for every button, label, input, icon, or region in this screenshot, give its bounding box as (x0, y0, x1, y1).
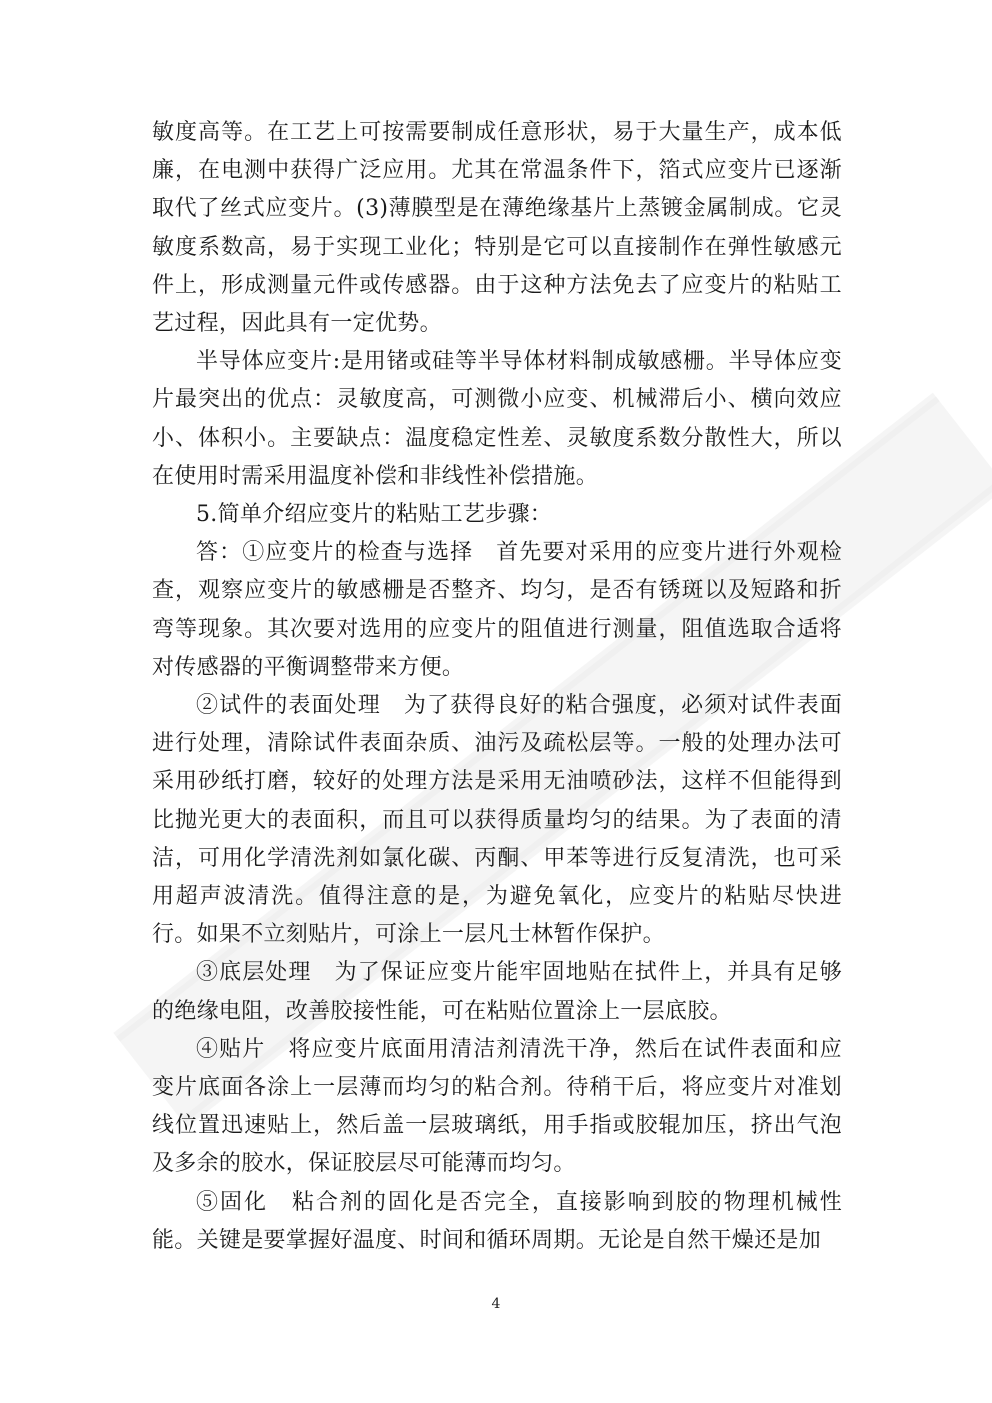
paragraph-4: 答：①应变片的检查与选择 首先要对采用的应变片进行外观检查，观察应变片的敏感栅是否整齐、均匀，是否有锈斑以及短路和折弯等现象。其次要对选用的应变片的阻值进行测量，阻值选取合适将对传感器的平衡调整带来方便。 (152, 540, 842, 680)
paragraph-2: 半导体应变片:是用锗或硅等半导体材料制成敏感栅。半导体应变片最突出的优点：灵敏度高，可测微小应变、机械滞后小、横向效应小、体积小。主要缺点：温度稳定性差、灵敏度系数分散性大，所以在使用时需采用温度补偿和非线性补偿措施。 (152, 349, 842, 489)
paragraph-3-question: 5.简单介绍应变片的粘贴工艺步骤： (196, 502, 553, 528)
paragraph-1: 敏度高等。在工艺上可按需要制成任意形状，易于大量生产，成本低廉，在电测中获得广泛应用。尤其在常温条件下，箔式应变片已逐渐取代了丝式应变片。(3)薄膜型是在薄绝缘基片上蒸镀金属制成。它灵敏度系数高，易于实现工业化；特别是它可以直接制作在弹性敏感元件上，形成测量元件或传感器。由于这种方法免去了应变片的粘贴工艺过程，因此具有一定优势。 (152, 120, 842, 337)
body-text (152, 114, 842, 1260)
page-number: 4 (491, 1296, 501, 1312)
paragraph-8: ⑤固化 粘合剂的固化是否完全，直接影响到胶的物理机械性能。关键是要掌握好温度、时间和循环周期。无论是自然干燥还是加 (152, 1189, 842, 1253)
paragraph-5: ②试件的表面处理 为了获得良好的粘合强度，必须对试件表面进行处理，清除试件表面杂质、油污及疏松层等。一般的处理办法可采用砂纸打磨，较好的处理方法是采用无油喷砂法，这样不但能得到比抛光更大的表面积，而且可以获得质量均匀的结果。为了表面的清洁，可用化学清洗剂如氯化碳、丙酮、甲苯等进行反复清洗，也可采用超声波清洗。值得注意的是，为避免氧化，应变片的粘贴尽快进行。如果不立刻贴片，可涂上一层凡士林暂作保护。 (152, 693, 842, 948)
paragraph-7: ④贴片 将应变片底面用清洁剂清洗干净，然后在试件表面和应变片底面各涂上一层薄而均匀的粘合剂。待稍干后，将应变片对准划线位置迅速贴上，然后盖一层玻璃纸，用手指或胶辊加压，挤出气泡及多余的胶水，保证胶层尽可能薄而均匀。 (152, 1036, 842, 1177)
paragraph-6: ③底层处理 为了保证应变片能牢固地贴在拭件上，并具有足够的绝缘电阻，改善胶接性能，可在粘贴位置涂上一层底胶。 (152, 960, 842, 1024)
